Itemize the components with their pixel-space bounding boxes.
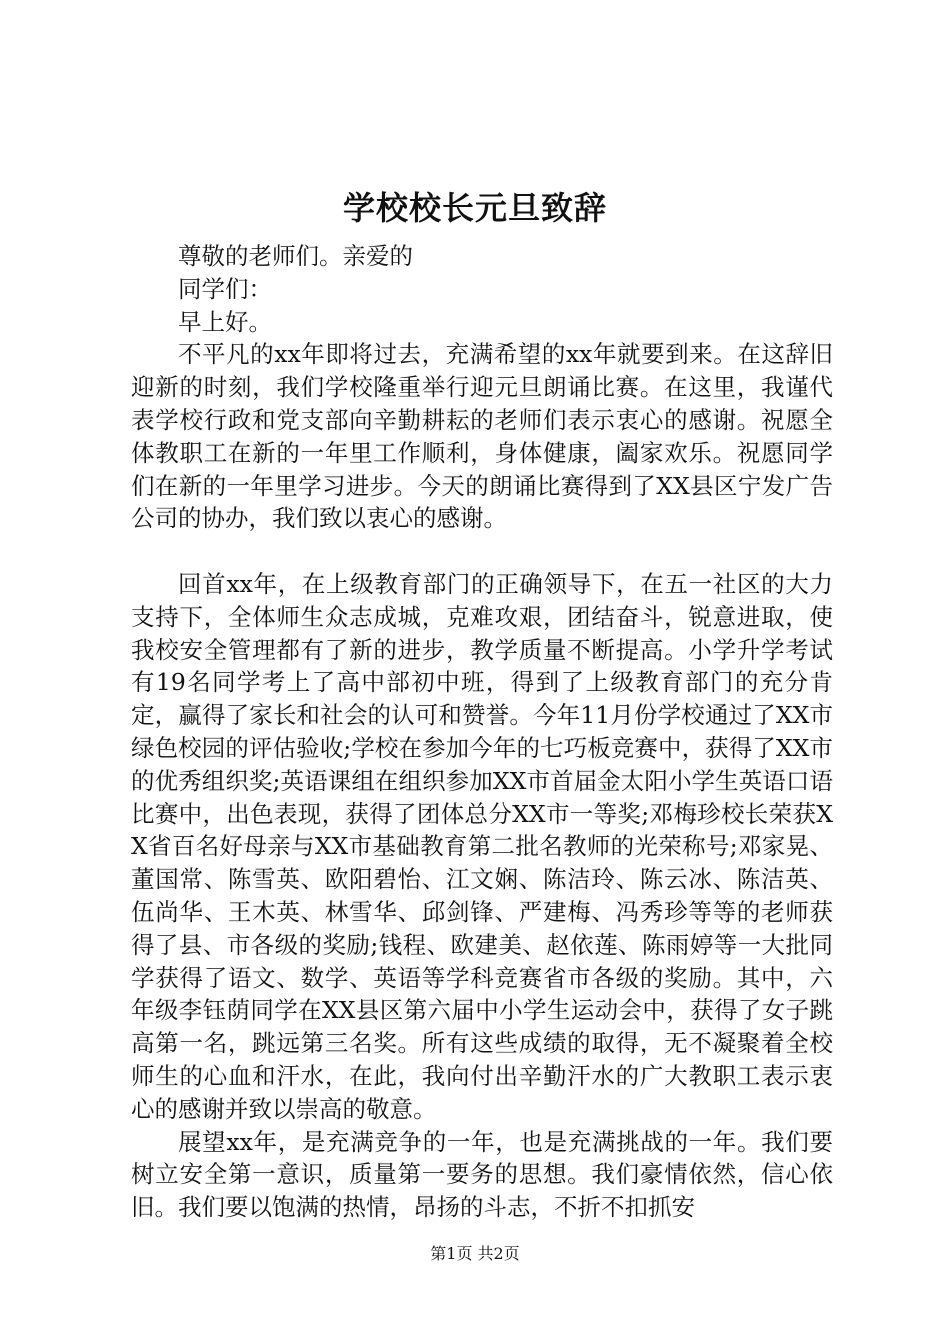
paragraph-new-year-thanks: 不平凡的xx年即将过去，充满希望的xx年就要到来。在这辞旧迎新的时刻，我们学校隆重举行迎元旦朗诵比赛。在这里，我谨代表学校行政和党支部向辛勤耕耘的老师们表示衷心的感谢。祝愿全体教职工在新的一年里工作顺利，身体健康，阖家欢乐。祝愿同学们在新的一年里学习进步。今天的朗诵比赛得到了XX县区宁发广告公司的协办，我们致以衷心的感谢。 [131,340,833,533]
document-body [131,240,833,1224]
salutation-line-1: 尊敬的老师们。亲爱的 [178,242,413,270]
paragraph-review-year: 回首xx年，在上级教育部门的正确领导下，在五一社区的大力支持下，全体师生众志成城，克难攻艰，团结奋斗，锐意进取，使我校安全管理都有了新的进步，教学质量不断提高。小学升学考试有19名同学考上了高中部初中班，得到了上级教育部门的充分肯定，赢得了家长和社会的认可和赞誉。今年11月份学校通过了XX市绿色校园的评估验收;学校在参加今年的七巧板竞赛中，获得了XX市的优秀组织奖;英语课组在组织参加XX市首届金太阳小学生英语口语比赛中，出色表现，获得了团体总分XX市一等奖;邓梅珍校长荣获XX省百名好母亲与XX市基础教育第二批名教师的光荣称号;邓家晃、董国常、陈雪英、欧阳碧怡、江文娴、陈洁玲、陈云冰、陈洁英、伍尚华、王木英、林雪华、邱剑锋、严建梅、冯秀珍等等的老师获得了县、市各级的奖励;钱程、欧建美、赵依莲、陈雨婷等一大批同学获得了语文、数学、英语等学科竞赛省市各级的奖励。其中，六年级李钰荫同学在XX县区第六届中小学生运动会中，获得了女子跳高第一名，跳远第三名奖。所有这些成绩的取得，无不凝聚着全校师生的心血和汗水，在此，我向付出辛勤汗水的广大教职工表示衷心的感谢并致以崇高的敬意。 [131,569,833,1123]
paragraph-outlook: 展望xx年，是充满竞争的一年，也是充满挑战的一年。我们要树立安全第一意识，质量第一要务的思想。我们豪情依然，信心依旧。我们要以饱满的热情，昂扬的斗志，不折不扣抓安 [131,1127,833,1222]
greeting-line: 早上好。 [178,307,272,336]
page-footer: 第1页 共2页 [430,1244,520,1263]
document-title: 学校校长元旦致辞 [342,189,607,227]
salutation-line-2: 同学们： [178,274,272,303]
